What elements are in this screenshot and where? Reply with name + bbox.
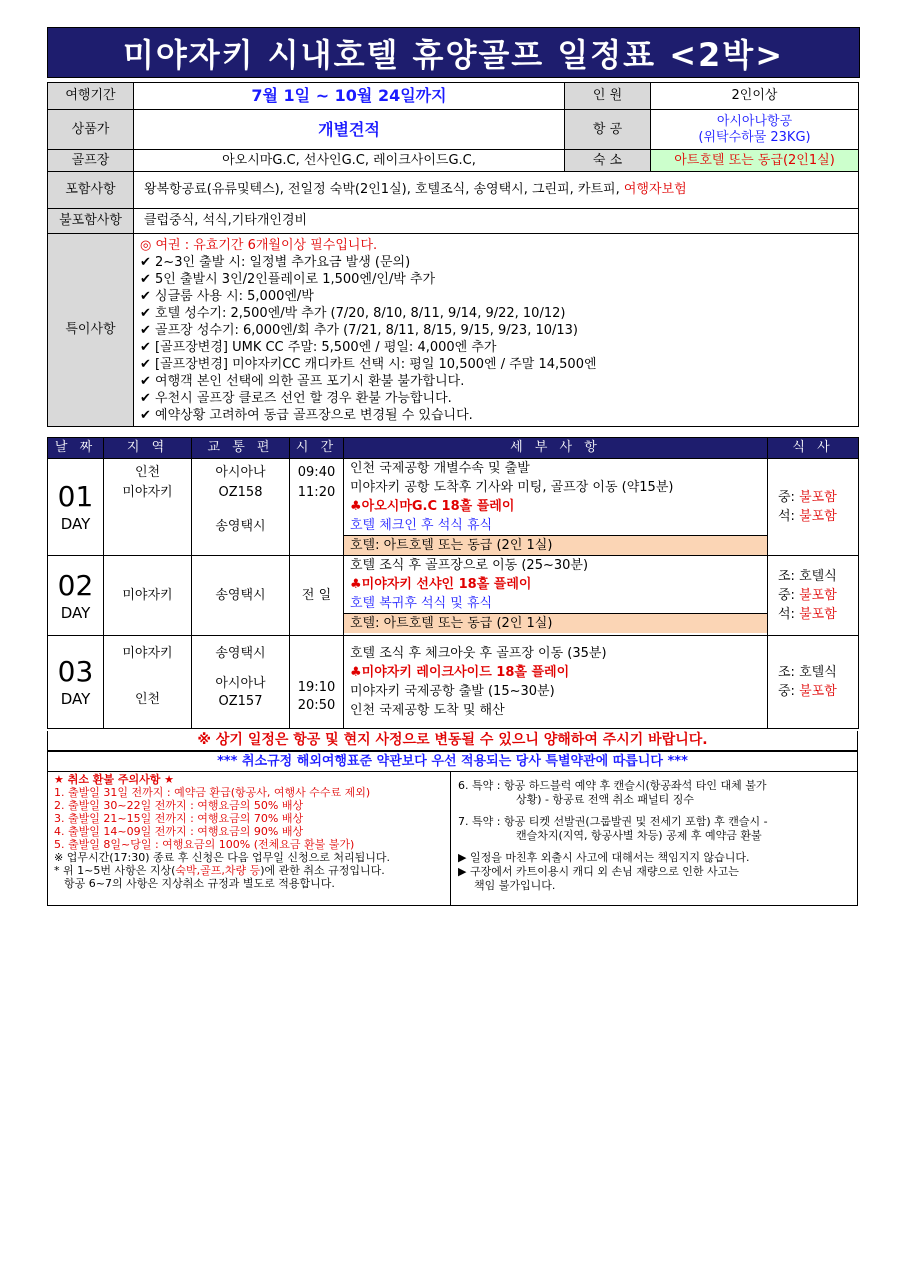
info-table: [47, 82, 859, 427]
meal-item: 조: 호텔식: [778, 665, 837, 680]
note-item: ✔ 5인 출발시 3인/2인플레이로 1,500엔/인/박 추가: [140, 271, 436, 287]
detail-cell: [344, 459, 768, 556]
include-text: 왕복항공료(유류및텍스), 전일정 숙박(2인1실), 호텔조식, 송영택시, 그린피, 카트피,: [144, 182, 620, 197]
time-arrive: 20:50: [297, 698, 336, 713]
golf-label: 골프장: [48, 150, 134, 172]
notes-list: [134, 234, 859, 427]
region-cell: [104, 459, 192, 556]
schedule-change-notice: ※ 상기 일정은 항공 및 현지 사정으로 변동될 수 있으니 양해하여 주시기 바랍니다.: [47, 731, 858, 751]
header-meals: 식 사: [768, 438, 859, 459]
detail-line: 호텔 복귀후 석식 및 휴식: [350, 596, 493, 611]
term-line: 캔슬차지(지역, 항공사별 차등) 공제 후 예약금 환불: [516, 829, 762, 842]
cancel-rule: 5. 출발일 8일~당일 : 여행요금의 100% (전체요금 환불 불가): [54, 838, 355, 851]
detail-cell: [344, 636, 768, 729]
transport-cell: [192, 636, 290, 729]
meal-item: 석: 불포함: [778, 509, 837, 524]
people-label: 인 원: [565, 83, 651, 110]
term-line: 책임 불가입니다.: [474, 879, 556, 892]
transport-flight: OZ158: [218, 485, 263, 500]
schedule-table: [47, 437, 859, 729]
note-item: ✔ 여행객 본인 선택에 의한 골프 포기시 환불 불가합니다.: [140, 373, 465, 389]
day-row-3: [48, 636, 859, 729]
day-row-1: [48, 459, 859, 556]
day-row-2: [48, 556, 859, 636]
time-depart: 09:40: [297, 465, 336, 480]
exclude-label: 불포함사항: [48, 209, 134, 234]
transport-airline: 아시아나: [215, 676, 266, 691]
meal-item: 중: 불포함: [778, 684, 837, 699]
detail-cell: [344, 556, 768, 636]
meal-item: 조: 호텔식: [778, 569, 837, 584]
time-cell: 전 일: [290, 556, 344, 636]
transport-flight: OZ157: [218, 694, 263, 709]
cancel-rule: 2. 출발일 30~22일 전까지 : 여행요금의 50% 배상: [54, 799, 304, 812]
note-item: ✔ 예약상황 고려하여 동급 골프장으로 변경될 수 있습니다.: [140, 407, 473, 423]
note-item: ✔ 골프장 성수기: 6,000엔/회 추가 (7/21, 8/11, 8/15, 9/15, 9/23, 10/13): [140, 322, 579, 338]
cancel-rule: 1. 출발일 31일 전까지 : 예약금 환급(항공사, 여행사 수수료 제외): [54, 786, 371, 799]
cancel-note: ※ 업무시간(17:30) 종료 후 신청은 다음 업무일 신청으로 처리됩니다.: [54, 851, 390, 864]
header-transport: 교 통 편: [192, 438, 290, 459]
meal-item: 석: 불포함: [778, 607, 837, 622]
note-item: ✔ 호텔 성수기: 2,500엔/박 추가 (7/20, 8/10, 8/11, 9/14, 9/22, 10/12): [140, 305, 566, 321]
special-terms: [452, 771, 857, 905]
transport-taxi: 송영택시: [215, 646, 266, 661]
detail-line: 호텔 조식 후 체크아웃 후 골프장 이동 (35분): [350, 646, 607, 661]
note-item: ✔ 우천시 골프장 클로즈 선언 할 경우 환불 가능합니다.: [140, 390, 452, 406]
include-label: 포함사항: [48, 172, 134, 209]
header-date: 날 짜: [48, 438, 104, 459]
region-from: 미야자키: [122, 646, 173, 661]
day-cell: [48, 636, 104, 729]
note-item: ◎ 여권 : 유효기간 6개월이상 필수입니다.: [140, 237, 378, 253]
region-from: 인천: [134, 465, 161, 480]
time-depart: 19:10: [297, 680, 336, 695]
cancel-rule: 4. 출발일 14~09일 전까지 : 여행요금의 90% 배상: [54, 825, 304, 838]
exclude-value: 클럽중식, 석식,기타개인경비: [134, 209, 859, 234]
region-cell: [104, 636, 192, 729]
cancel-title: ★ 취소 환불 주의사항 ★: [54, 773, 175, 786]
note-item: ✔ [골프장변경] 미야자키CC 캐디카트 선택 시: 평일 10,500엔 / 주말 14,500엔: [140, 356, 597, 372]
detail-line: 인천 국제공항 도착 및 해산: [350, 703, 505, 718]
airline-value: [651, 110, 859, 150]
time-cell: [290, 459, 344, 556]
hotel-line: 호텔: 아트호텔 또는 동급 (2인 1실): [344, 535, 767, 555]
people-value: 2인이상: [651, 83, 859, 110]
term-line: ▶ 일정을 마친후 외출시 사고에 대해서는 책임지지 않습니다.: [458, 851, 750, 864]
include-value: [134, 172, 859, 209]
include-insurance: 여행자보험: [619, 182, 687, 197]
term-line: 6. 특약 : 항공 하드블럭 예약 후 캔슬시(항공좌석 타인 대체 불가: [458, 779, 767, 792]
detail-golf: ♣미야자키 선샤인 18홀 플레이: [350, 577, 532, 592]
airline-name: 아시아나항공: [716, 113, 793, 129]
notes-label: 특이사항: [48, 234, 134, 427]
transport-cell: 송영택시: [192, 556, 290, 636]
detail-line: 호텔 조식 후 골프장으로 이동 (25~30분): [350, 558, 589, 573]
airline-label: 항 공: [565, 110, 651, 150]
meal-cell: [768, 556, 859, 636]
detail-line: 미야자키 국제공항 출발 (15~30분): [350, 684, 555, 699]
hotel-line: 호텔: 아트호텔 또는 동급 (2인 1실): [344, 613, 767, 633]
price-value: 개별견적: [134, 110, 565, 150]
price-label: 상품가: [48, 110, 134, 150]
day-number: 03: [57, 655, 94, 688]
schedule-header: [48, 438, 859, 459]
day-number: 01: [57, 480, 94, 513]
cancel-rules: [48, 771, 451, 905]
day-cell: [48, 459, 104, 556]
title-banner: [47, 27, 860, 78]
region-to: 인천: [134, 692, 161, 707]
cancel-note: 항공 6~7의 사항은 지상취소 규정과 별도로 적용합니다.: [64, 877, 335, 890]
time-arrive: 11:20: [297, 485, 336, 500]
detail-golf: ♣미야자키 레이크사이드 18홀 플레이: [350, 665, 570, 680]
period-value: 7월 1일 ~ 10월 24일까지: [134, 83, 565, 110]
day-number: 02: [57, 568, 94, 602]
day-cell: [48, 556, 104, 636]
detail-line: 인천 국제공항 개별수속 및 출발: [350, 461, 530, 476]
region-to: 미야자키: [122, 485, 173, 500]
header-details: 세 부 사 항: [344, 438, 768, 459]
transport-airline: 아시아나: [215, 465, 266, 480]
term-line: 7. 특약 : 항공 티켓 선발권(그룹발권 및 전세기 포함) 후 캔슬시 -: [458, 815, 768, 828]
golf-value: 아오시마G.C, 선사인G.C, 레이크사이드G.C,: [134, 150, 565, 172]
note-item: ✔ [골프장변경] UMK CC 주말: 5,500엔 / 평일: 4,000엔 추가: [140, 339, 497, 355]
airline-baggage: (위탁수하물 23KG): [698, 129, 811, 145]
header-time: 시 간: [290, 438, 344, 459]
region-cell: 미야자키: [104, 556, 192, 636]
time-cell: [290, 636, 344, 729]
day-label: DAY: [60, 690, 91, 708]
page-title: 미야자키 시내호텔 휴양골프 일정표 <2박>: [122, 35, 785, 74]
meal-cell: [768, 459, 859, 556]
cancel-rule: 3. 출발일 21~15일 전까지 : 여행요금의 70% 배상: [54, 812, 304, 825]
term-line: 상황) - 항공료 전액 취소 패널티 징수: [516, 793, 695, 806]
transport-taxi: 송영택시: [215, 519, 266, 534]
hotel-label: 숙 소: [565, 150, 651, 172]
detail-line: 호텔 체크인 후 석식 휴식: [350, 518, 493, 533]
meal-cell: [768, 636, 859, 729]
day-label: DAY: [60, 515, 91, 533]
term-line: ▶ 구장에서 카트이용시 캐디 외 손님 재량으로 인한 사고는: [458, 865, 739, 878]
meal-item: 중: 불포함: [778, 490, 837, 505]
header-region: 지 역: [104, 438, 192, 459]
cancel-box: [47, 771, 858, 906]
cancel-note: * 위 1~5번 사항은 지상(숙박,골프,차량 등)에 관한 취소 규정입니다.: [54, 864, 385, 877]
note-item: ✔ 싱글룸 사용 시: 5,000엔/박: [140, 288, 314, 304]
transport-cell: [192, 459, 290, 556]
cancel-policy-notice: *** 취소규정 해외여행표준 약관보다 우선 적용되는 당사 특별약관에 따릅니다 ***: [47, 751, 858, 772]
hotel-value: 아트호텔 또는 동급(2인1실): [651, 150, 859, 172]
meal-item: 중: 불포함: [778, 588, 837, 603]
note-item: ✔ 2~3인 출발 시: 일정별 추가요금 발생 (문의): [140, 254, 411, 270]
detail-golf: ♣아오시마G.C 18홀 플레이: [350, 499, 515, 514]
period-label: 여행기간: [48, 83, 134, 110]
detail-line: 미야자키 공항 도착후 기사와 미팅, 골프장 이동 (약15분): [350, 480, 674, 495]
day-label: DAY: [60, 603, 91, 622]
